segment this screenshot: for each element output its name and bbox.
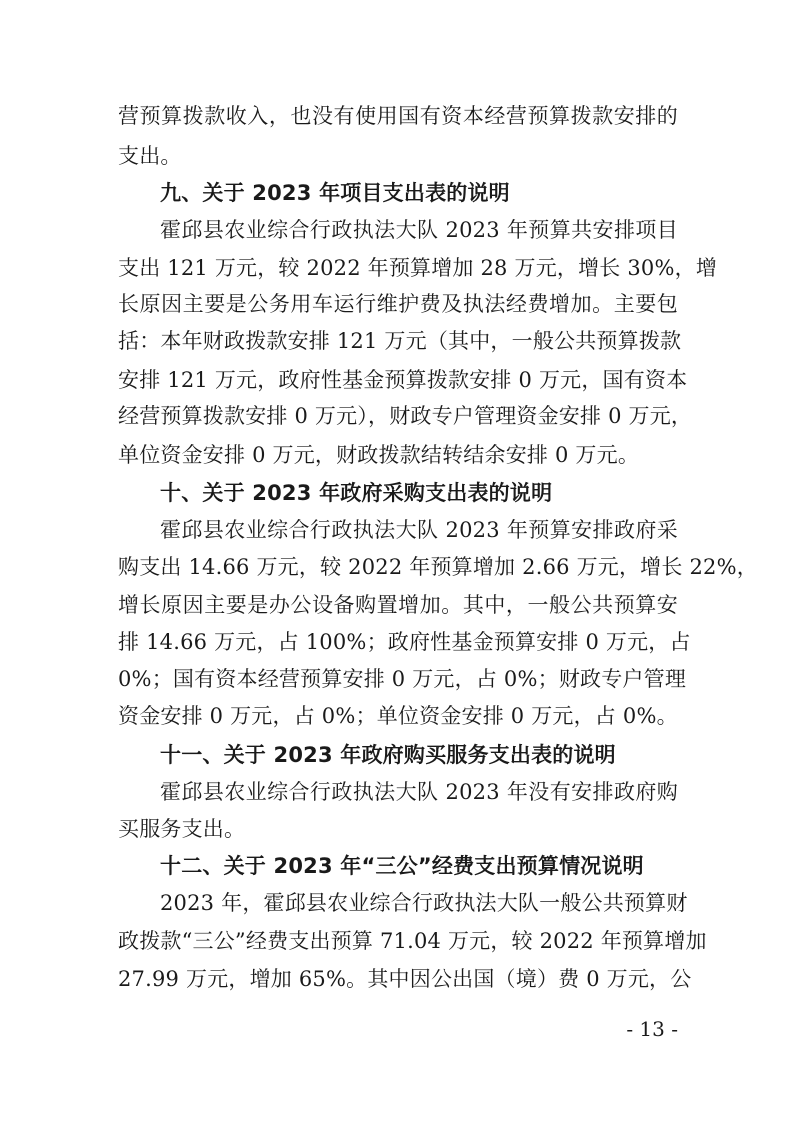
- paragraph-line: 买服务支出。: [118, 817, 246, 841]
- paragraph-line: 支出。: [118, 144, 182, 168]
- paragraph-line: 排 14.66 万元，占 100%；政府性基金预算安排 0 万元，占: [118, 630, 691, 654]
- section-heading-12: 十二、关于 2023 年“三公”经费支出预算情况说明: [160, 854, 644, 878]
- paragraph-line: 27.99 万元，增加 65%。其中因公出国（境）费 0 万元，公: [118, 967, 692, 991]
- paragraph-line: 霍邱县农业综合行政执法大队 2023 年预算共安排项目: [160, 218, 678, 242]
- section-heading-9: 九、关于 2023 年项目支出表的说明: [160, 181, 510, 205]
- section-heading-11: 十一、关于 2023 年政府购买服务支出表的说明: [160, 743, 616, 767]
- paragraph-line: 安排 121 万元，政府性基金预算拨款安排 0 万元，国有资本: [118, 368, 688, 392]
- paragraph-line: 霍邱县农业综合行政执法大队 2023 年没有安排政府购: [160, 780, 678, 804]
- page-number: - 13 -: [626, 1017, 678, 1041]
- paragraph-line: 单位资金安排 0 万元，财政拨款结转结余安排 0 万元。: [118, 443, 640, 467]
- paragraph-line: 2023 年，霍邱县农业综合行政执法大队一般公共预算财: [160, 891, 688, 915]
- paragraph-line: 0%；国有资本经营预算安排 0 万元，占 0%；财政专户管理: [118, 667, 687, 691]
- paragraph-line: 政拨款“三公”经费支出预算 71.04 万元，较 2022 年预算增加: [118, 929, 707, 953]
- paragraph-line: 霍邱县农业综合行政执法大队 2023 年预算安排政府采: [160, 518, 678, 542]
- paragraph-line: 购支出 14.66 万元，较 2022 年预算增加 2.66 万元，增长 22%，: [118, 555, 758, 579]
- section-heading-10: 十、关于 2023 年政府采购支出表的说明: [160, 481, 553, 505]
- paragraph-line: 增长原因主要是办公设备购置增加。其中，一般公共预算安: [118, 593, 678, 617]
- paragraph-line: 资金安排 0 万元，占 0%；单位资金安排 0 万元，占 0%。: [118, 704, 678, 728]
- paragraph-line: 经营预算拨款安排 0 万元），财政专户管理资金安排 0 万元，: [118, 404, 693, 428]
- paragraph-line: 支出 121 万元，较 2022 年预算增加 28 万元，增长 30%，增: [118, 256, 718, 280]
- paragraph-line: 长原因主要是公务用车运行维护费及执法经费增加。主要包: [118, 292, 678, 316]
- paragraph-line: 括：本年财政拨款安排 121 万元（其中，一般公共预算拨款: [118, 329, 682, 353]
- paragraph-line: 营预算拨款收入，也没有使用国有资本经营预算拨款安排的: [118, 104, 678, 128]
